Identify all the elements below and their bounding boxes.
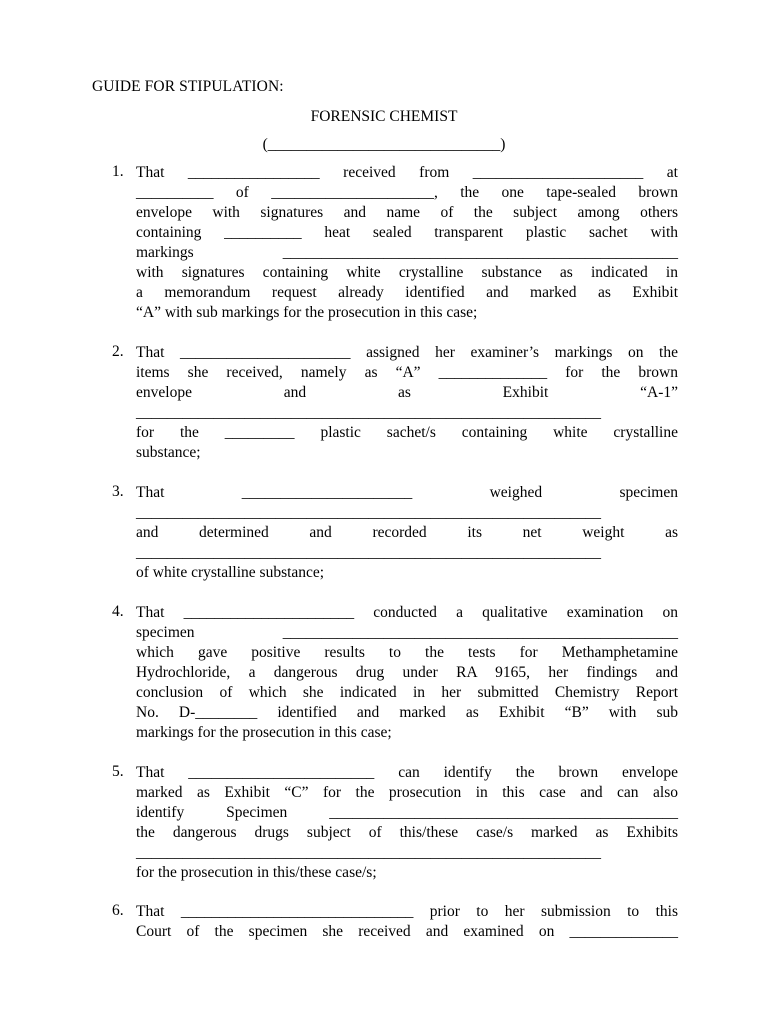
item-line: identify Specimen _____________________________________________ xyxy=(136,804,678,821)
item-line: marked as Exhibit “C” for the prosecution in this case and can also xyxy=(136,784,678,801)
item-line: with signatures containing white crystalline substance as indicated in xyxy=(136,264,678,281)
item-line: That ________________________ can identify the brown envelope xyxy=(136,764,678,781)
item-number: 3. xyxy=(112,483,124,500)
item-line: Hydrochloride, a dangerous drug under RA 9165, her findings and xyxy=(136,664,678,681)
item-line: a memorandum request already identified and marked as Exhibit xyxy=(136,284,678,301)
item-line: That ______________________ weighed specimen xyxy=(136,484,678,501)
item-line: and determined and recorded its net weight as xyxy=(136,524,678,541)
item-line: __________ of _____________________, the one tape-sealed brown xyxy=(136,184,678,201)
item-line: the dangerous drugs subject of this/these case/s marked as Exhibits xyxy=(136,824,678,841)
item-line: for the prosecution in this/these case/s; xyxy=(136,864,377,881)
item-line: markings ___________________________________________________ xyxy=(136,244,678,261)
item-body xyxy=(136,163,678,323)
item-line: for the _________ plastic sachet/s containing white crystalline xyxy=(136,424,678,441)
item-line: of white crystalline substance; xyxy=(136,564,325,581)
item-line: No. D-________ identified and marked as Exhibit “B” with sub xyxy=(136,704,678,721)
item-number: 4. xyxy=(112,603,124,620)
item-number: 1. xyxy=(112,163,124,180)
document-subtitle: FORENSIC CHEMIST xyxy=(310,108,458,125)
chemist-name-blank: (______________________________) xyxy=(262,136,506,153)
item-line: “A” with sub markings for the prosecution in this case; xyxy=(136,304,478,321)
item-line: items she received, namely as “A” ______________ for the brown xyxy=(136,364,678,381)
document-heading: GUIDE FOR STIPULATION: xyxy=(92,78,284,95)
item-body xyxy=(136,343,678,463)
item-body xyxy=(136,483,678,583)
item-body xyxy=(136,603,678,743)
item-number: 5. xyxy=(112,763,124,780)
item-line: substance; xyxy=(136,444,201,461)
item-line: envelope with signatures and name of the subject among others xyxy=(136,204,678,221)
item-line: That _________________ received from ______________________ at xyxy=(136,164,678,181)
item-body xyxy=(136,763,678,883)
item-line: That ______________________ conducted a qualitative examination on xyxy=(136,604,678,621)
item-line: Court of the specimen she received and examined on ______________ xyxy=(136,923,678,940)
item-number: 6. xyxy=(112,902,124,919)
item-line: ____________________________________________________________ xyxy=(136,504,601,521)
item-line: containing __________ heat sealed transparent plastic sachet with xyxy=(136,224,678,241)
item-line: specimen ___________________________________________________ xyxy=(136,624,678,641)
item-line: ____________________________________________________________ xyxy=(136,844,601,861)
item-line: ____________________________________________________________ xyxy=(136,404,601,421)
item-line: conclusion of which she indicated in her submitted Chemistry Report xyxy=(136,684,678,701)
item-line: which gave positive results to the tests for Methamphetamine xyxy=(136,644,678,661)
item-line: ____________________________________________________________ xyxy=(136,544,601,561)
item-line: That ______________________________ prior to her submission to this xyxy=(136,903,678,920)
item-number: 2. xyxy=(112,343,124,360)
item-line: envelope and as Exhibit “A-1” xyxy=(136,384,678,401)
item-line: That ______________________ assigned her examiner’s markings on the xyxy=(136,344,678,361)
item-line: markings for the prosecution in this case; xyxy=(136,724,392,741)
item-body xyxy=(136,902,678,942)
